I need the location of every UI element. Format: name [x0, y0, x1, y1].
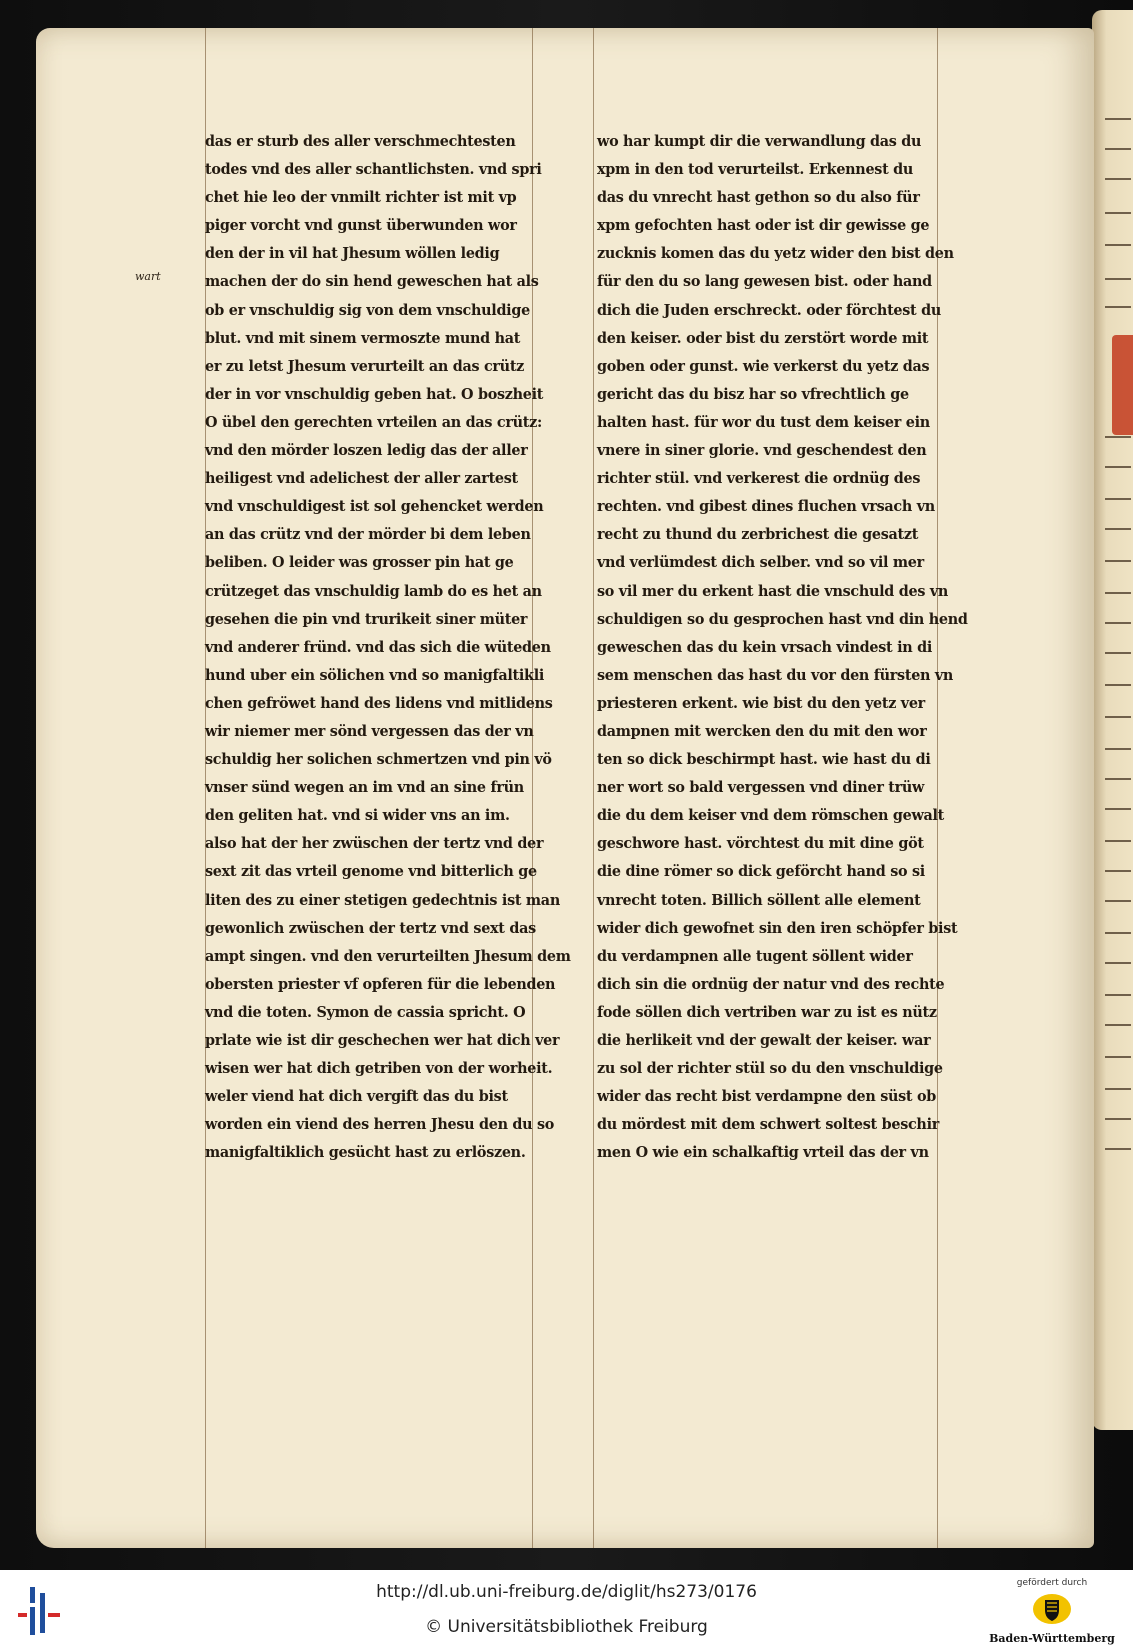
- text-line: dich die Juden erschreckt. oder förchtest du: [597, 301, 941, 319]
- text-line: worden ein viend des herren Jhesu den du so: [205, 1116, 555, 1134]
- text-line: zucknis komen das du yetz wider den bist den: [597, 245, 954, 263]
- text-line: dampnen mit wercken den du mit den wor: [597, 722, 927, 740]
- facing-page-line: [1105, 962, 1131, 964]
- text-line: den keiser. oder bist du zerstört worde mit: [597, 329, 929, 347]
- document-url-link[interactable]: http://dl.ub.uni-freiburg.de/diglit/hs273/0176: [376, 1582, 757, 1602]
- text-line: chen gefröwet hand des lidens vnd mitlidens: [205, 694, 553, 712]
- text-line: ampt singen. vnd den verurteilten Jhesum dem: [205, 947, 571, 965]
- text-line: den der in vil hat Jhesum wöllen ledig: [205, 245, 500, 263]
- text-line: vnser sünd wegen an im vnd an sine frün: [205, 779, 524, 797]
- margin-annotation: wart: [135, 270, 161, 283]
- text-line: vnd den mörder loszen ledig das der aller: [205, 442, 528, 460]
- text-line: die du dem keiser vnd dem römschen gewalt: [597, 807, 945, 825]
- text-line: also hat der her zwüschen der tertz vnd der: [205, 835, 544, 853]
- text-line: wider das recht bist verdampne den süst ob: [597, 1088, 937, 1106]
- text-line: vnd anderer fründ. vnd das sich die wüteden: [205, 638, 551, 656]
- text-line: hund uber ein sölichen vnd so manigfaltikli: [205, 666, 545, 684]
- text-line: vnrecht toten. Billich söllent alle element: [597, 891, 921, 909]
- text-line: recht zu thund du zerbrichest die gesatzt: [597, 526, 919, 544]
- text-line: blut. vnd mit sinem vermoszte mund hat: [205, 329, 521, 347]
- text-line: sem menschen das hast du vor den fürsten vn: [597, 666, 954, 684]
- text-line: todes vnd des aller schantlichsten. vnd spri: [205, 161, 542, 179]
- facing-page-line: [1105, 994, 1131, 996]
- text-line: wir niemer mer sönd vergessen das der vn: [205, 722, 534, 740]
- text-line: gericht das du bisz har so vfrechtlich ge: [597, 385, 909, 403]
- facing-page-line: [1105, 436, 1131, 438]
- text-line: xpm gefochten hast oder ist dir gewisse ge: [597, 217, 930, 235]
- text-line: halten hast. für wor du tust dem keiser ein: [597, 413, 930, 431]
- text-line: men O wie ein schalkaftig vrteil das der vn: [597, 1144, 929, 1162]
- text-line: heiligest vnd adelichest der aller zartest: [205, 470, 518, 488]
- facing-page-line: [1105, 684, 1131, 686]
- text-line: er zu letst Jhesum verurteilt an das crütz: [205, 357, 525, 375]
- funder-block: [982, 1578, 1122, 1648]
- text-line: du mördest mit dem schwert soltest beschir: [597, 1116, 940, 1134]
- facing-page-red-initial: [1112, 335, 1133, 435]
- text-line: das er sturb des aller verschmechtesten: [205, 133, 516, 150]
- text-line: richter stül. vnd verkerest die ordnüg des: [597, 470, 921, 488]
- facing-page-line: [1105, 748, 1131, 750]
- text-line: schuldigen so du gesprochen hast vnd din hend: [597, 610, 968, 628]
- facing-page-line: [1105, 148, 1131, 150]
- facing-page-edge: [1092, 10, 1133, 1430]
- text-line: chet hie leo der vnmilt richter ist mit vp: [205, 189, 517, 207]
- funder-name: Baden-Württemberg: [989, 1632, 1115, 1645]
- text-line: liten des zu einer stetigen gedechtnis ist man: [205, 891, 560, 909]
- text-line: gesehen die pin vnd trurikeit siner müter: [205, 610, 528, 628]
- facing-page-line: [1105, 306, 1131, 308]
- facing-page-line: [1105, 244, 1131, 246]
- funder-caption: gefördert durch: [1016, 1578, 1088, 1588]
- text-line: beliben. O leider was grosser pin hat ge: [205, 554, 514, 572]
- text-line: schuldig her solichen schmertzen vnd pin vö: [205, 751, 552, 769]
- text-line: gewonlich zwüschen der tertz vnd sext das: [205, 919, 536, 937]
- text-line: wider dich gewofnet sin den iren schöpfer bist: [597, 919, 958, 937]
- text-line: ob er vnschuldig sig von dem vnschuldige: [205, 301, 530, 319]
- text-line: piger vorcht vnd gunst überwunden wor: [205, 217, 517, 235]
- state-crest-icon: [1032, 1592, 1072, 1626]
- facing-page-line: [1105, 178, 1131, 180]
- text-line: vnd verlümdest dich selber. vnd so vil mer: [597, 554, 924, 572]
- text-line: fode söllen dich vertriben war zu ist es nütz: [597, 1003, 937, 1021]
- text-line: so vil mer du erkent hast die vnschuld des vn: [597, 582, 949, 600]
- facing-page-line: [1105, 840, 1131, 842]
- text-column-left: [205, 128, 571, 1167]
- text-line: du verdampnen alle tugent söllent wider: [597, 947, 913, 965]
- text-line: goben oder gunst. wie verkerst du yetz das: [597, 357, 930, 375]
- facing-page-line: [1105, 1118, 1131, 1120]
- facing-page-line: [1105, 1088, 1131, 1090]
- text-line: das du vnrecht hast gethon so du also für: [597, 189, 920, 207]
- text-line: wo har kumpt dir die verwandlung das du: [597, 133, 922, 150]
- column-rule-right-inner: [593, 28, 594, 1548]
- facing-page-line: [1105, 900, 1131, 902]
- facing-page-line: [1105, 778, 1131, 780]
- facing-page-line: [1105, 1024, 1131, 1026]
- facing-page-line: [1105, 278, 1131, 280]
- facing-page-line: [1105, 652, 1131, 654]
- facing-page-line: [1105, 870, 1131, 872]
- text-column-right: [597, 128, 968, 1167]
- text-line: ner wort so bald vergessen vnd diner trüw: [597, 779, 925, 797]
- text-line: rechten. vnd gibest dines fluchen vrsach vn: [597, 498, 935, 516]
- facing-page-line: [1105, 592, 1131, 594]
- text-line: crützeget das vnschuldig lamb do es het an: [205, 582, 542, 600]
- text-line: die herlikeit vnd der gewalt der keiser. war: [597, 1032, 931, 1049]
- text-line: geschwore hast. vörchtest du mit dine göt: [597, 835, 924, 853]
- text-line: obersten priester vf opferen für die lebenden: [205, 975, 556, 993]
- text-line: weler viend hat dich vergift das du bist: [205, 1088, 508, 1106]
- facing-page-line: [1105, 528, 1131, 530]
- text-line: die dine römer so dick geförcht hand so si: [597, 863, 925, 881]
- facing-page-line: [1105, 498, 1131, 500]
- text-line: machen der do sin hend geweschen hat als: [205, 273, 539, 291]
- facing-page-line: [1105, 466, 1131, 468]
- facing-page-line: [1105, 1148, 1131, 1150]
- copyright-notice: © Universitätsbibliothek Freiburg: [425, 1617, 708, 1637]
- text-line: manigfaltiklich gesücht hast zu erlöszen.: [205, 1144, 526, 1162]
- facing-page-line: [1105, 808, 1131, 810]
- text-line: prlate wie ist dir geschechen wer hat dich ver: [205, 1032, 560, 1049]
- facing-page-line: [1105, 118, 1131, 120]
- text-line: dich sin die ordnüg der natur vnd des rechte: [597, 975, 945, 993]
- text-line: wisen wer hat dich getriben von der worheit.: [205, 1060, 553, 1078]
- text-line: O übel den gerechten vrteilen an das crütz:: [205, 413, 542, 431]
- facing-page-line: [1105, 1056, 1131, 1058]
- facing-page-line: [1105, 716, 1131, 718]
- text-line: vnd vnschuldigest ist sol gehencket werden: [205, 498, 544, 516]
- text-line: vnere in siner glorie. vnd geschendest den: [597, 442, 927, 460]
- facing-page-line: [1105, 622, 1131, 624]
- facing-page-line: [1105, 560, 1131, 562]
- text-line: priesteren erkent. wie bist du den yetz ver: [597, 694, 925, 712]
- text-line: der in vor vnschuldig geben hat. O boszheit: [205, 385, 544, 403]
- text-line: xpm in den tod verurteilst. Erkennest du: [597, 161, 914, 179]
- text-line: ten so dick beschirmpt hast. wie hast du di: [597, 751, 931, 769]
- facing-page-line: [1105, 212, 1131, 214]
- text-line: an das crütz vnd der mörder bi dem leben: [205, 526, 531, 544]
- text-line: sext zit das vrteil genome vnd bitterlich ge: [205, 863, 537, 881]
- text-line: zu sol der richter stül so du den vnschuldige: [597, 1060, 943, 1078]
- text-line: für den du so lang gewesen bist. oder hand: [597, 273, 932, 291]
- text-line: vnd die toten. Symon de cassia spricht. O: [205, 1003, 526, 1021]
- facing-page-line: [1105, 932, 1131, 934]
- text-line: den geliten hat. vnd si wider vns an im.: [205, 807, 510, 825]
- text-line: geweschen das du kein vrsach vindest in di: [597, 638, 933, 656]
